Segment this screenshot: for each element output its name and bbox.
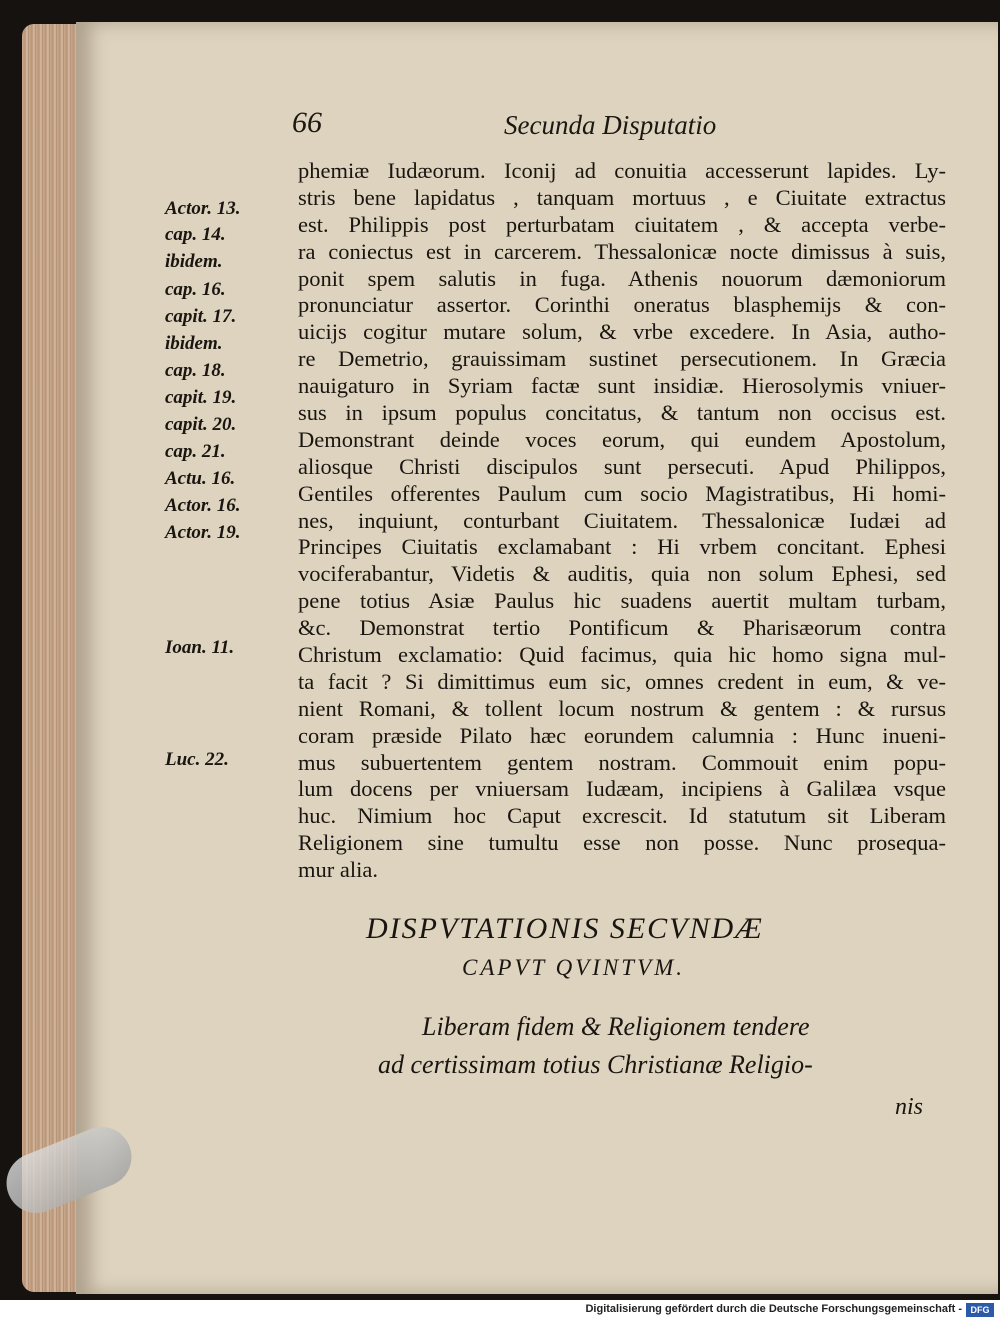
- chapter-summary-line-2: ad certissimam totius Christianæ Religio-: [378, 1050, 813, 1079]
- text-line: Christum exclamatio: Quid facimus, quia hic homo signa mul-: [298, 642, 946, 668]
- running-title: Secunda Disputatio: [504, 110, 717, 140]
- text-line: lum docens per vniuersam Iudæam, incipiens à Galilæa vsque: [298, 776, 946, 802]
- marginal-note: ibidem.: [165, 251, 223, 272]
- marginal-note: Ioan. 11.: [165, 637, 235, 658]
- text-line: coram præside Pilato hæc eorundem calumnia : Hunc inueni-: [298, 722, 946, 748]
- chapter-subtitle: CAPVT QVINTVM.: [462, 955, 686, 980]
- text-line: pene totius Asiæ Paulus hic suadens auertit multam turbam,: [298, 588, 946, 614]
- marginal-note: cap. 16.: [165, 279, 226, 300]
- marginal-note: cap. 21.: [165, 441, 226, 462]
- text-line: nes, inquiunt, conturbant Ciuitatem. Thessalonicæ Iudæi ad: [298, 507, 946, 533]
- dfg-logo: DFG: [966, 1303, 994, 1317]
- text-line: sus in ipsum populus concitatus, & tantum non occisus est.: [298, 400, 946, 426]
- text-line: ta facit ? Si dimittimus eum sic, omnes credent in eum, & ve-: [298, 668, 946, 694]
- body-text: [298, 158, 946, 884]
- marginal-note: Actor. 13.: [165, 198, 241, 219]
- text-line: phemiæ Iudæorum. Iconij ad conuitia accesserunt lapides. Ly-: [298, 158, 946, 183]
- text-line: nient Romani, & tollent locum nostrum & gentem : & rursus: [298, 695, 946, 721]
- text-line: Demonstrant deinde voces eorum, qui eundem Apostolum,: [298, 426, 946, 452]
- text-line: ponit spem salutis in fuga. Athenis nouorum dæmoniorum: [298, 265, 946, 291]
- footer-bar: [0, 1300, 1000, 1320]
- text-line: mus subuertentem gentem nostram. Commouit enim popu-: [298, 749, 946, 775]
- page-number: 66: [292, 106, 322, 139]
- marginal-note: ibidem.: [165, 333, 223, 354]
- footer-credit: Digitalisierung gefördert durch die Deutsche Forschungsgemeinschaft -: [585, 1303, 962, 1315]
- text-line: aliosque Christi discipulos sunt persecuti. Apud Philippos,: [298, 453, 946, 479]
- text-line: stris bene lapidatus , tanquam mortuus , e Ciuitate extractus: [298, 184, 946, 210]
- marginal-note: capit. 17.: [165, 306, 237, 327]
- text-line: est. Philippis post perturbatam ciuitatem , & accepta verbe-: [298, 211, 946, 237]
- marginal-note: capit. 20.: [165, 414, 237, 435]
- catchword: nis: [895, 1094, 924, 1120]
- running-head: [292, 106, 752, 148]
- page-edges: [22, 24, 82, 1292]
- text-line: ra coniectus est in carcerem. Thessalonicæ nocte dimissus à suis,: [298, 238, 946, 264]
- text-line: mur alia.: [298, 857, 378, 883]
- chapter-summary-line-1: Liberam fidem & Religionem tendere: [422, 1012, 810, 1041]
- text-line: re Demetrio, grauissimam sustinet persecutionem. In Græcia: [298, 346, 946, 372]
- marginal-note: cap. 14.: [165, 224, 226, 245]
- marginal-note: Luc. 22.: [165, 749, 229, 770]
- marginal-note: Actu. 16.: [165, 468, 236, 489]
- text-line: uicijs cogitur mutare solum, & vrbe excedere. In Asia, autho-: [298, 319, 946, 345]
- marginal-note: capit. 19.: [165, 387, 237, 408]
- marginal-note: Actor. 19.: [165, 522, 241, 543]
- text-line: nauigaturo in Syriam factæ sunt insidiæ. Hierosolymis vniuer-: [298, 373, 946, 399]
- text-line: huc. Nimium hoc Caput excrescit. Id statutum sit Liberam: [298, 803, 946, 829]
- text-line: &c. Demonstrat tertio Pontificum & Pharisæorum contra: [298, 615, 946, 641]
- text-line: vociferabantur, Videtis & auditis, quia non solum Ephesi, sed: [298, 561, 946, 587]
- text-line: pronunciatur assertor. Corinthi oneratus blasphemijs & con-: [298, 292, 946, 318]
- marginal-note: Actor. 16.: [165, 495, 241, 516]
- text-line: Gentiles offerentes Paulum cum socio Magistratibus, Hi homi-: [298, 480, 946, 506]
- marginal-note: cap. 18.: [165, 360, 226, 381]
- text-line: Principes Ciuitatis exclamabant : Hi vrbem concitant. Ephesi: [298, 534, 946, 560]
- chapter-title: DISPVTATIONIS SECVNDÆ: [366, 912, 764, 945]
- text-line: Religionem sine tumultu esse non posse. Nunc prosequa-: [298, 830, 946, 856]
